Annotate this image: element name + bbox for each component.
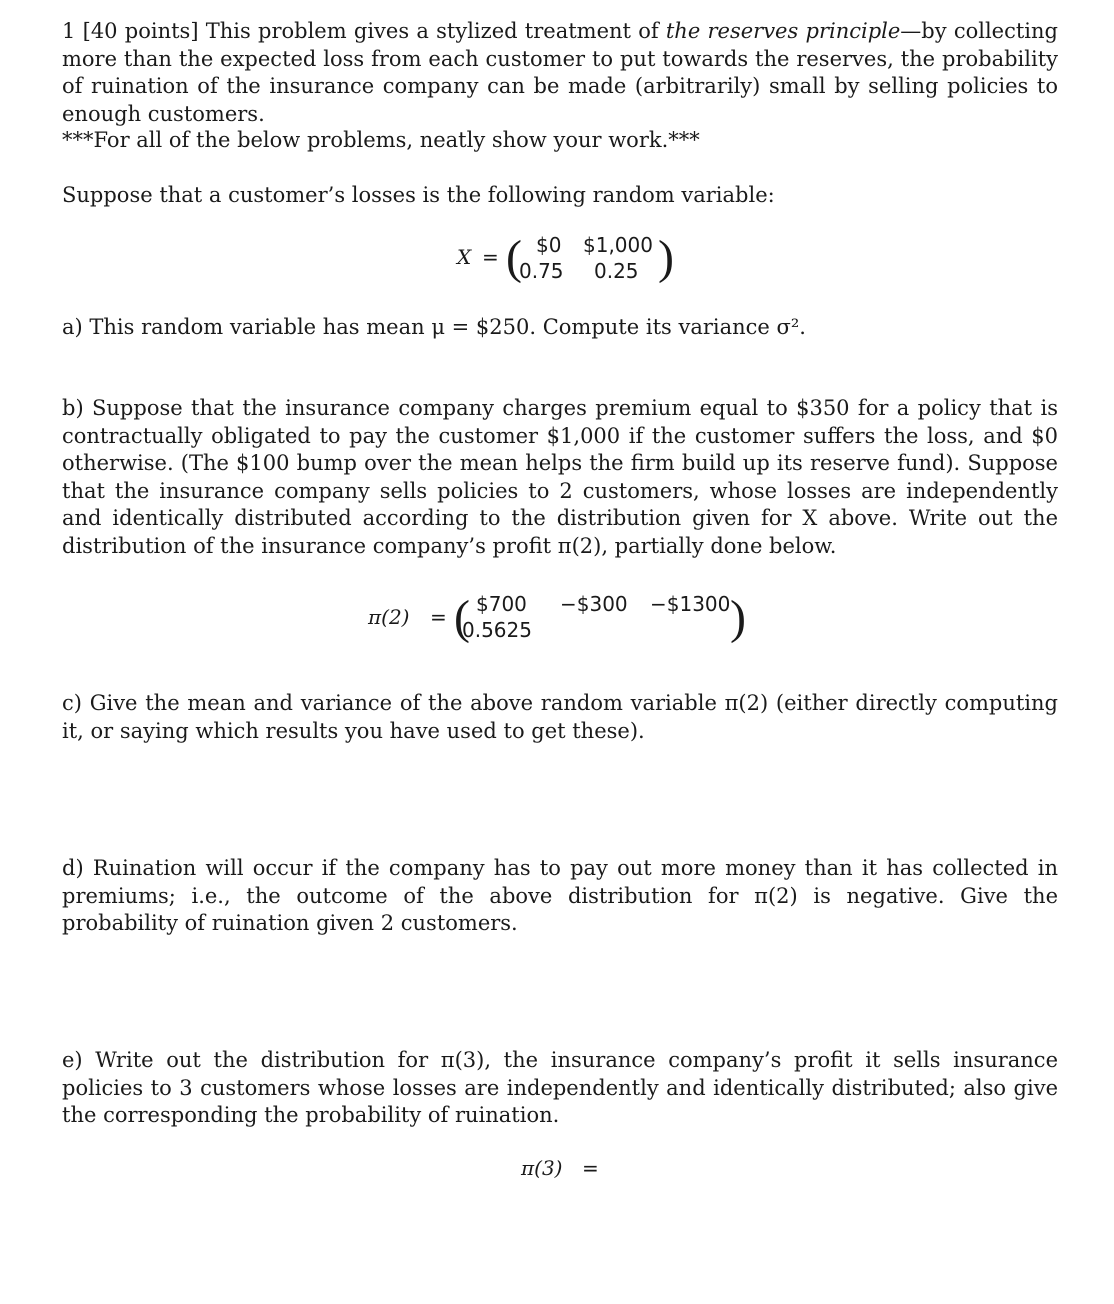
- pi3-equals: =: [582, 1156, 599, 1180]
- x-outcome: $0: [536, 233, 562, 257]
- pi2-probability: 0.5625: [462, 618, 532, 642]
- intro-prefix: This problem gives a stylized treatment of: [205, 19, 666, 43]
- part-b: b) Suppose that the insurance company charges premium equal to $350 for a policy that is contractually obligated to pay the customer $1,000 if the customer suffers the loss, and $0 otherwise. (The $100 bump over the mean helps the firm build up its reserve fund). Suppose that the insurance company sells policies to 2 customers, whose losses are independently and identically distributed according to the distribution given for X above. Write out the distribution of the insurance company’s profit π(2), partially done below.: [62, 396, 1058, 558]
- x-right-paren: ): [658, 231, 674, 284]
- x-equals: =: [482, 245, 499, 269]
- setup-text: Suppose that a customer’s losses is the following random variable:: [62, 183, 775, 207]
- pi3-label: π(3): [521, 1156, 563, 1180]
- problem-intro: [62, 18, 1058, 128]
- pi2-distribution: [62, 592, 1058, 652]
- x-probability: 0.25: [594, 259, 639, 283]
- pi2-outcome: −$1300: [650, 592, 731, 616]
- problem-points: [40 points]: [82, 19, 199, 43]
- pi2-outcome: $700: [476, 592, 527, 616]
- pi2-right-paren: ): [730, 591, 746, 644]
- problem-number: 1: [62, 19, 76, 43]
- x-label: X: [457, 245, 472, 269]
- x-left-paren: (: [506, 231, 522, 284]
- x-distribution: [62, 232, 1058, 292]
- pi2-outcome: −$300: [560, 592, 628, 616]
- intro-suffix: —by collecting more than the expected loss from each customer to put towards the reserves, the probability of ruination of the insurance company can be made (arbitrarily) small by selling policies to enough customers.: [62, 19, 1058, 126]
- part-a: a) This random variable has mean μ = $250. Compute its variance σ².: [62, 315, 806, 339]
- pi3-expression: [62, 1156, 1058, 1190]
- x-probability: 0.75: [519, 259, 564, 283]
- intro-emphasis: the reserves principle: [665, 19, 901, 43]
- part-c: c) Give the mean and variance of the above random variable π(2) (either directly computing it, or saying which results you have used to get these).: [62, 691, 1058, 743]
- part-d: d) Ruination will occur if the company has to pay out more money than it has collected in premiums; i.e., the outcome of the above distribution for π(2) is negative. Give the probability of ruination given 2 customers.: [62, 856, 1058, 935]
- pi2-left-paren: (: [454, 591, 470, 644]
- pi2-equals: =: [430, 605, 447, 629]
- x-outcome: $1,000: [583, 233, 653, 257]
- part-e: e) Write out the distribution for π(3), the insurance company’s profit it sells insurance policies to 3 customers whose losses are independently and identically distributed; also give the corresponding the probability of ruination.: [62, 1048, 1058, 1127]
- pi2-label: π(2): [368, 605, 410, 629]
- instruction-text: ***For all of the below problems, neatly show your work.***: [62, 128, 700, 152]
